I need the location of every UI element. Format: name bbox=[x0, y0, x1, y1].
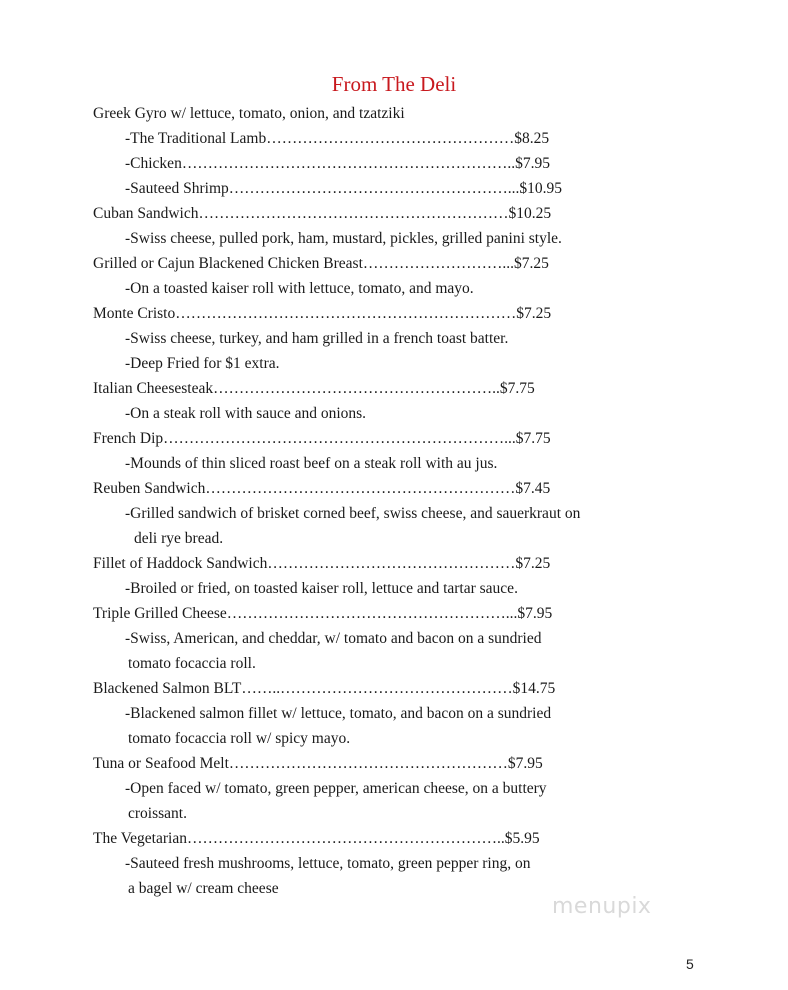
menu-item-price: Blackened Salmon BLT……..………………………………………$14.75 bbox=[93, 680, 556, 697]
menu-item-description: -Blackened salmon fillet w/ lettuce, tomato, and bacon on a sundried bbox=[125, 705, 552, 722]
menu-item-price: French Dip…………………………………………………………...$7.75 bbox=[93, 430, 551, 447]
menu-item-price: Triple Grilled Cheese………………………………………………...$7.95 bbox=[93, 605, 553, 622]
menu-item-description: -Sauteed fresh mushrooms, lettuce, tomato, green pepper ring, on bbox=[125, 855, 531, 872]
menu-item-description: -Open faced w/ tomato, green pepper, american cheese, on a buttery bbox=[125, 780, 547, 797]
menu-item-price: Cuban Sandwich……………………………………………………$10.25 bbox=[93, 205, 552, 222]
menu-item-name: Greek Gyro w/ lettuce, tomato, onion, and tzatziki bbox=[93, 105, 405, 122]
menu-option-price: -Sauteed Shrimp………………………………………………...$10.95 bbox=[125, 180, 562, 197]
menu-item-price: Fillet of Haddock Sandwich…………………………………………$7.25 bbox=[93, 555, 551, 572]
menu-option-price: -Chicken………………………………………………………..$7.95 bbox=[125, 155, 550, 172]
menu-item-description: deli rye bread. bbox=[134, 530, 224, 547]
menu-item-description: -Grilled sandwich of brisket corned beef, swiss cheese, and sauerkraut on bbox=[125, 505, 581, 522]
menu-item-description: -On a steak roll with sauce and onions. bbox=[125, 405, 367, 422]
menu-item-price: The Vegetarian……………………………………………………..$5.95 bbox=[93, 830, 540, 847]
section-title: From The Deli bbox=[331, 72, 457, 96]
menu-item-description: -Deep Fried for $1 extra. bbox=[125, 355, 280, 372]
menu-item-description: -Swiss cheese, pulled pork, ham, mustard, pickles, grilled panini style. bbox=[125, 230, 562, 247]
menu-item-price: Tuna or Seafood Melt………………………………………………$7.95 bbox=[93, 755, 543, 772]
menu-item-description: -Broiled or fried, on toasted kaiser roll, lettuce and tartar sauce. bbox=[125, 580, 518, 597]
page-number: 5 bbox=[686, 956, 694, 972]
menu-item-price: Grilled or Cajun Blackened Chicken Breast………………………...$7.25 bbox=[93, 255, 549, 272]
menu-item-description: croissant. bbox=[128, 805, 187, 822]
menu-item-description: -Swiss cheese, turkey, and ham grilled in a french toast batter. bbox=[125, 330, 509, 347]
menu-item-price: Reuben Sandwich……………………………………………………$7.45 bbox=[93, 480, 551, 497]
menu-option-price: -The Traditional Lamb…………………………………………$8.25 bbox=[125, 130, 550, 147]
menu-item-description: a bagel w/ cream cheese bbox=[128, 880, 279, 897]
watermark-logo: menupix bbox=[552, 894, 652, 919]
menu-item-price: Italian Cheesesteak………………………………………………..$7.75 bbox=[93, 380, 535, 397]
menu-item-description: -Mounds of thin sliced roast beef on a steak roll with au jus. bbox=[125, 455, 498, 472]
menu-item-description: tomato focaccia roll w/ spicy mayo. bbox=[128, 730, 351, 747]
menu-item-description: tomato focaccia roll. bbox=[128, 655, 256, 672]
menu-item-description: -Swiss, American, and cheddar, w/ tomato and bacon on a sundried bbox=[125, 630, 542, 647]
menu-item-description: -On a toasted kaiser roll with lettuce, tomato, and mayo. bbox=[125, 280, 474, 297]
menu-item-price: Monte Cristo…………………………………………………………$7.25 bbox=[93, 305, 552, 322]
